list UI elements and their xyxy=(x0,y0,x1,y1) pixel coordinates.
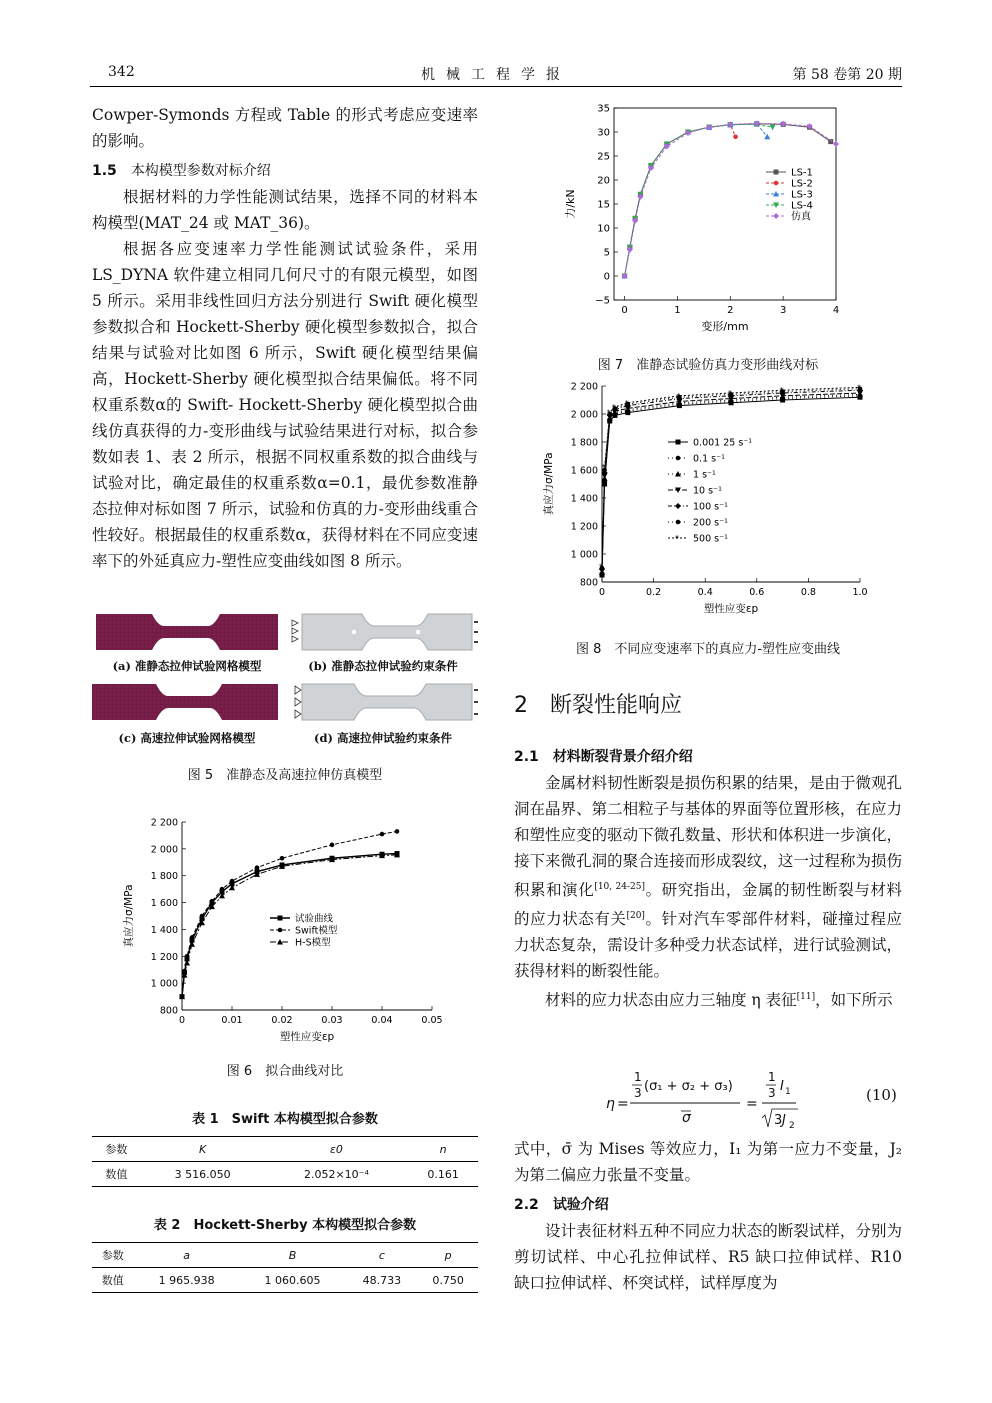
x-axis-label: 塑性应变εp xyxy=(279,1031,335,1043)
constraint-model-d xyxy=(302,684,472,720)
x-tick-label: 0 xyxy=(621,305,628,316)
series-line xyxy=(602,396,860,574)
page-header xyxy=(90,64,902,87)
section-title: 材料断裂背景介绍介绍 xyxy=(552,749,693,765)
table-header: n xyxy=(408,1137,478,1162)
data-point xyxy=(764,134,770,140)
data-point xyxy=(255,865,260,870)
y-tick-label: 20 xyxy=(597,175,610,187)
legend-label: Swift模型 xyxy=(295,925,338,937)
citation: [20] xyxy=(626,911,645,922)
table-1 xyxy=(92,1136,478,1187)
table-header: 参数 xyxy=(92,1137,141,1162)
left-column-text xyxy=(92,102,478,574)
y-tick-label: 30 xyxy=(597,127,610,139)
section-heading-2-2 xyxy=(514,1192,902,1218)
y-tick-label: 2 000 xyxy=(150,844,178,856)
x-tick-label: 1.0 xyxy=(852,587,868,598)
x-tick-label: 0.8 xyxy=(800,587,816,598)
table-cell: 0.750 xyxy=(418,1268,478,1293)
table-header: B xyxy=(240,1243,346,1268)
data-point xyxy=(210,899,215,904)
data-point xyxy=(330,843,335,848)
legend-label: 0.001 25 s⁻¹ xyxy=(693,437,753,449)
x-tick-label: 0.03 xyxy=(321,1015,343,1026)
series-line xyxy=(625,124,773,276)
x-tick-label: 0 xyxy=(598,587,606,598)
data-point: * xyxy=(606,408,611,418)
svg-text:3: 3 xyxy=(634,1086,642,1100)
svg-text:2: 2 xyxy=(789,1121,795,1131)
section-number: 2 xyxy=(514,693,528,718)
section-number: 2.1 xyxy=(514,749,539,765)
figure-8-caption: 图 8 不同应变速率下的真应力-塑性应变曲线 xyxy=(575,642,841,657)
svg-text:=: = xyxy=(617,1096,629,1112)
section-title: 本构模型参数对标介绍 xyxy=(130,163,271,179)
table-header: K xyxy=(141,1137,265,1162)
legend-label: 200 s⁻¹ xyxy=(693,517,728,529)
text: 。针对汽车零部件材料，碰撞过程应力状态复杂，需设计多种受力状态试样，进行试验测试，获得材料的断裂性能。 xyxy=(514,910,902,981)
table-2-title: 表 2 Hockett-Sherby 本构模型拟合参数 xyxy=(153,1218,417,1233)
data-point xyxy=(200,914,205,919)
table-cell: 1 965.938 xyxy=(134,1268,240,1293)
table-header: 参数 xyxy=(92,1243,134,1268)
data-point: * xyxy=(779,386,784,396)
figure-6-chart xyxy=(120,808,450,1052)
page-number: 342 xyxy=(108,64,135,80)
svg-text:=: = xyxy=(746,1096,758,1112)
fig5-label-a: (a) 准静态拉伸试验网格模型 xyxy=(112,659,262,673)
figure-5 xyxy=(92,612,478,782)
data-point xyxy=(395,829,400,834)
data-point xyxy=(733,135,738,140)
x-tick-label: 1 xyxy=(674,305,681,316)
series-line xyxy=(602,389,860,568)
legend-marker: * xyxy=(675,534,679,543)
figure-5-caption: 图 5 准静态及高速拉伸仿真模型 xyxy=(187,768,383,783)
y-tick-label: 1 200 xyxy=(570,521,598,533)
legend-label: 10 s⁻¹ xyxy=(693,485,722,497)
figure-7-caption: 图 7 准静态试验仿真力变形曲线对标 xyxy=(597,358,819,373)
legend-label: 500 s⁻¹ xyxy=(693,533,728,545)
svg-text:σ: σ xyxy=(682,1110,691,1126)
svg-text:(σ₁ + σ₂ + σ₃): (σ₁ + σ₂ + σ₃) xyxy=(644,1079,733,1094)
y-tick-label: −5 xyxy=(595,295,610,307)
x-tick-label: 0.02 xyxy=(271,1015,293,1026)
text: 。研究指出，金属的韧性断裂与材料的应力状态有关 xyxy=(514,881,902,929)
mesh-model-c xyxy=(92,684,278,720)
data-point xyxy=(770,125,776,131)
table-cell: 0.161 xyxy=(408,1162,478,1187)
legend-label: LS-2 xyxy=(791,178,813,190)
paragraph: 根据各应变速率力学性能测试试验条件，采用 LS_DYNA 软件建立相同几何尺寸的有限元模型，如图 5 所示。采用非线性回归方法分别进行 Swift 硬化模型参数拟合和 Hockett-Sherby 硬化模型参数拟合，拟合结果与试验对比如图 6 所示，Swift 硬化模型结果偏高，Hockett-Sherby 硬化模型拟合结果偏低。将不同权重系数α的 Swift- Hockett-Sherby 硬化模型拟合曲线仿真获得的力-变形曲线与试验结果进行对标，拟合参数如表 1、表 2 所示，根据不同权重系数的拟合曲线与试验对比，确定最佳的权重系数α=0.1，最优参数准静态拉伸对标如图 7 所示，试验和仿真的力-变形曲线重合性较好。根据最佳的权重系数α，获得材料在不同应变速率下的外延真应力-塑性应变曲线如图 8 所示。 xyxy=(92,240,478,570)
y-tick-label: 1 200 xyxy=(150,951,178,963)
x-tick-label: 0.6 xyxy=(749,587,765,598)
data-point xyxy=(220,887,225,892)
legend-marker xyxy=(278,916,283,921)
text: 材料的应力状态由应力三轴度 η 表征 xyxy=(545,991,797,1010)
legend-marker xyxy=(675,503,681,509)
data-point xyxy=(833,141,839,147)
paragraph xyxy=(514,984,902,1013)
table-header: c xyxy=(346,1243,419,1268)
svg-text:I: I xyxy=(780,1079,784,1094)
svg-text:η: η xyxy=(606,1096,615,1112)
table-1-title: 表 1 Swift 本构模型拟合参数 xyxy=(192,1112,378,1127)
section-heading-2 xyxy=(514,688,682,719)
x-tick-label: 0.05 xyxy=(421,1015,443,1026)
x-tick-label: 0 xyxy=(178,1015,186,1026)
svg-text:1: 1 xyxy=(768,1070,776,1084)
table-cell: 数值 xyxy=(92,1162,141,1187)
series-line xyxy=(602,393,860,571)
legend-label: 100 s⁻¹ xyxy=(693,501,728,513)
series-line xyxy=(625,125,736,276)
series-line xyxy=(602,387,860,566)
legend-marker xyxy=(278,928,283,933)
text: ，如下所示 xyxy=(815,991,893,1010)
y-tick-label: 25 xyxy=(597,151,610,163)
section-heading-1-5 xyxy=(92,158,478,184)
right-column-text-a xyxy=(514,744,902,1013)
table-2 xyxy=(92,1242,478,1293)
mesh-model-a xyxy=(96,614,278,650)
table-cell: 数值 xyxy=(92,1268,134,1293)
section-title: 断裂性能响应 xyxy=(550,693,683,718)
table-header: a xyxy=(134,1243,240,1268)
svg-text:1: 1 xyxy=(785,1087,791,1097)
legend-label: 试验曲线 xyxy=(295,913,334,925)
section-number: 2.2 xyxy=(514,1197,539,1213)
citation: [10, 24-25] xyxy=(594,882,646,892)
figure-6-caption: 图 6 拟合曲线对比 xyxy=(226,1064,344,1079)
x-tick-label: 0.04 xyxy=(371,1015,393,1026)
figure-7-chart xyxy=(560,100,860,340)
y-axis-label: 真应力σ/MPa xyxy=(543,452,555,516)
y-tick-label: 10 xyxy=(597,223,610,235)
x-axis-label: 变形/mm xyxy=(701,320,749,333)
table-header: ε0 xyxy=(265,1137,409,1162)
paragraph xyxy=(514,770,902,984)
svg-text:J: J xyxy=(782,1113,786,1128)
data-point xyxy=(190,935,195,940)
y-axis-label: 力/kN xyxy=(564,189,577,219)
table-cell: 2.052×10⁻⁴ xyxy=(265,1162,409,1187)
paragraph: 设计表征材料五种不同应力状态的断裂试样，分别为剪切试样、中心孔拉伸试样、R5 缺口拉伸试样、R10 缺口拉伸试样、杯突试样，试样厚度为 xyxy=(514,1222,902,1292)
legend-label: 仿真 xyxy=(791,211,811,223)
y-tick-label: 1 400 xyxy=(570,493,598,505)
legend-label: LS-1 xyxy=(791,167,813,179)
y-tick-label: 1 600 xyxy=(570,465,598,477)
legend-marker xyxy=(773,213,779,219)
y-axis-label: 真应力σ/MPa xyxy=(123,884,135,948)
equation-number: (10) xyxy=(866,1086,897,1104)
x-tick-label: 3 xyxy=(779,305,787,316)
paragraph: 根据材料的力学性能测试结果，选择不同的材料本构模型(MAT_24 或 MAT_36)。 xyxy=(92,188,478,232)
paragraph: Cowper-Symonds 方程或 Table 的形式考虑应变速率的影响。 xyxy=(92,106,478,150)
section-title: 试验介绍 xyxy=(552,1197,609,1213)
figure-8-chart xyxy=(540,378,870,626)
series-line xyxy=(625,124,768,276)
y-tick-label: 800 xyxy=(579,577,598,589)
data-point xyxy=(280,856,285,861)
section-number: 1.5 xyxy=(92,163,117,179)
data-point xyxy=(380,832,385,837)
legend-label: LS-3 xyxy=(791,189,813,201)
equation-10 xyxy=(600,1064,820,1134)
x-tick-label: 2 xyxy=(727,305,734,316)
data-point: * xyxy=(611,403,616,412)
paragraph: 式中，σ̄ 为 Mises 等效应力，I₁ 为第一应力不变量，J₂ 为第二偏应力张量不变量。 xyxy=(514,1140,902,1184)
issue-info: 第 58 卷第 20 期 xyxy=(792,67,902,83)
y-tick-label: 800 xyxy=(159,1005,178,1017)
fig5-label-c: (c) 高速拉伸试验网格模型 xyxy=(118,731,256,745)
series-line xyxy=(602,391,860,572)
legend-marker xyxy=(774,181,779,186)
table-cell: 1 060.605 xyxy=(240,1268,346,1293)
y-tick-label: 2 200 xyxy=(570,381,598,393)
y-tick-label: 1 800 xyxy=(150,871,178,883)
table-cell: 48.733 xyxy=(346,1268,419,1293)
legend-marker xyxy=(676,520,681,525)
legend-label: 0.1 s⁻¹ xyxy=(693,453,725,465)
data-point: * xyxy=(857,383,861,393)
y-tick-label: 1 000 xyxy=(570,549,598,561)
y-tick-label: 2 000 xyxy=(570,409,598,421)
y-tick-label: 15 xyxy=(597,199,610,211)
right-column-text-b xyxy=(514,1136,902,1296)
series-line xyxy=(602,397,860,575)
y-tick-label: 1 400 xyxy=(150,924,178,936)
y-tick-label: 1 000 xyxy=(150,978,178,990)
x-tick-label: 4 xyxy=(832,305,840,316)
table-header: p xyxy=(418,1243,478,1268)
fig5-label-d: (d) 高速拉伸试验约束条件 xyxy=(314,731,452,745)
data-point: * xyxy=(728,389,732,398)
svg-text:1: 1 xyxy=(634,1070,642,1084)
data-point: * xyxy=(601,463,606,473)
y-tick-label: 1 800 xyxy=(570,437,598,449)
y-tick-label: 5 xyxy=(603,247,610,259)
svg-text:3: 3 xyxy=(768,1086,776,1100)
table-cell: 3 516.050 xyxy=(141,1162,265,1187)
journal-name: 机械工程学报 xyxy=(421,67,571,83)
legend-label: LS-4 xyxy=(791,200,813,212)
series-line xyxy=(602,390,860,569)
section-heading-2-1 xyxy=(514,744,902,770)
legend-marker xyxy=(774,170,779,175)
data-point xyxy=(230,879,235,884)
legend-label: H-S模型 xyxy=(295,937,331,949)
x-tick-label: 0.4 xyxy=(697,587,713,598)
series-line xyxy=(182,855,397,997)
series-line xyxy=(182,854,397,997)
x-tick-label: 0.2 xyxy=(646,587,662,598)
y-tick-label: 1 600 xyxy=(150,898,178,910)
legend-marker xyxy=(676,440,681,445)
data-point: * xyxy=(676,391,681,401)
x-tick-label: 0.01 xyxy=(221,1015,243,1026)
data-point: * xyxy=(624,398,629,408)
y-tick-label: 35 xyxy=(597,103,610,115)
x-axis-label: 塑性应变εp xyxy=(703,603,759,615)
y-tick-label: 0 xyxy=(603,271,610,283)
legend-marker xyxy=(676,456,681,461)
legend-label: 1 s⁻¹ xyxy=(693,469,716,481)
constraint-model-b xyxy=(302,614,472,650)
citation: [11] xyxy=(796,992,816,1003)
fig5-label-b: (b) 准静态拉伸试验约束条件 xyxy=(308,659,458,673)
y-tick-label: 2 200 xyxy=(150,817,178,829)
data-point: * xyxy=(599,562,603,572)
text: 金属材料韧性断裂是损伤积累的结果，是由于微观孔洞在晶界、第二相粒子与基体的界面等位置形核，在应力和塑性应变的驱动下微孔数量、形状和体积进一步演化，接下来微孔洞的聚合连接而形成裂纹，这一过程称为损伤积累和演化 xyxy=(514,774,902,900)
svg-text:3: 3 xyxy=(774,1113,783,1128)
